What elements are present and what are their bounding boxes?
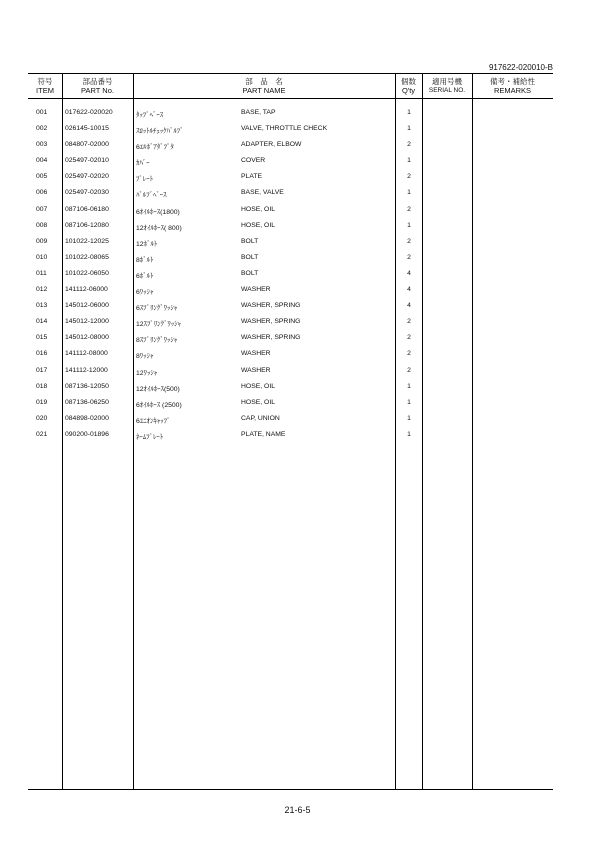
part-name-en: COVER: [241, 157, 266, 165]
item-number: 008: [36, 221, 48, 229]
part-name-jp: 12ｵｲﾙﾎｰｽ( 800): [136, 224, 182, 232]
quantity: 1: [407, 109, 411, 116]
part-name-en: HOSE, OIL: [241, 221, 275, 229]
part-name-en: HOSE, OIL: [241, 382, 275, 390]
part-name-en: PLATE: [241, 173, 263, 181]
item-number: 009: [36, 237, 48, 245]
part-name-jp: ﾌﾟﾚｰﾄ: [136, 176, 153, 184]
table-body: [28, 109, 553, 447]
item-number: 015: [36, 334, 48, 342]
part-number: 141112-08000: [65, 350, 108, 358]
item-number: 010: [36, 253, 48, 261]
item-number: 013: [36, 302, 48, 310]
part-name-jp: 6ｽﾌﾟﾘﾝｸﾞﾜｯｼｬ: [136, 305, 178, 313]
part-name-en: BOLT: [241, 237, 259, 245]
table-row: [28, 431, 553, 447]
quantity: 2: [407, 253, 411, 261]
table-row: [28, 302, 553, 318]
item-number: 003: [36, 141, 48, 149]
quantity: 1: [407, 414, 411, 422]
part-name-en: BOLT: [241, 269, 259, 277]
quantity: 1: [407, 189, 411, 197]
quantity: 2: [407, 205, 411, 213]
part-name-en: HOSE, OIL: [241, 398, 275, 406]
part-number: 141112-06000: [65, 286, 108, 294]
part-name-en: WASHER, SPRING: [241, 334, 301, 342]
part-name-jp: ﾊﾞﾙﾌﾞﾍﾞｰｽ: [136, 192, 167, 200]
item-number: 002: [36, 125, 48, 133]
part-name-jp: ﾀｯﾌﾟﾍﾞｰｽ: [136, 112, 164, 119]
table-row: [28, 254, 553, 270]
item-number: 017: [36, 366, 48, 374]
header-qty-en: Q'ty: [401, 86, 416, 95]
header-item: [28, 77, 62, 95]
part-name-jp: 8ﾎﾞﾙﾄ: [136, 256, 154, 264]
header-serial: [422, 77, 472, 95]
table-row: [28, 334, 553, 350]
part-number: 087106-06180: [65, 205, 109, 213]
header-part-no-en: PART No.: [81, 86, 114, 95]
part-number: 084898-02000: [65, 414, 109, 422]
part-number: 145012-12000: [65, 318, 109, 326]
quantity: 1: [407, 157, 411, 165]
quantity: 4: [407, 286, 411, 294]
header-serial-en: SERIAL NO.: [428, 87, 466, 94]
part-name-en: ADAPTER, ELBOW: [241, 141, 302, 149]
quantity: 2: [407, 141, 411, 149]
table-row: [28, 173, 553, 189]
part-name-en: VALVE, THROTTLE CHECK: [241, 125, 328, 133]
part-number: 101022-12025: [65, 237, 109, 245]
part-name-en: WASHER, SPRING: [241, 318, 301, 326]
table-row: [28, 399, 553, 415]
item-number: 011: [36, 269, 47, 277]
part-name-jp: 12ｵｲﾙﾎｰｽ(500): [136, 385, 180, 393]
item-number: 004: [36, 157, 48, 165]
header-part-name-jp: 部 品 名: [245, 77, 283, 86]
table-row: [28, 109, 553, 125]
table-row: [28, 270, 553, 286]
part-name-jp: 6ｵｲﾙﾎｰｽ(1800): [136, 208, 180, 216]
header-part-name: [133, 77, 395, 95]
part-name-jp: ﾈｰﾑﾌﾟﾚｰﾄ: [136, 433, 164, 441]
part-name-jp: 6ﾎﾞﾙﾄ: [136, 272, 154, 280]
item-number: 006: [36, 189, 48, 197]
header-item-en: ITEM: [36, 86, 54, 95]
quantity: 4: [407, 269, 411, 277]
part-name-jp: 6ﾕﾆｵﾝｷｬｯﾌﾟ: [136, 417, 171, 425]
item-number: 001: [36, 109, 48, 116]
part-number: 025497-02010: [65, 157, 109, 165]
part-number: 087106-12080: [65, 221, 109, 229]
header-serial-jp: 適用号機: [432, 77, 462, 86]
part-number: 087136-06250: [65, 398, 109, 406]
item-number: 005: [36, 173, 48, 181]
part-number: 090200-01896: [65, 430, 109, 438]
quantity: 1: [407, 430, 411, 438]
header-qty-jp: 個数: [401, 77, 416, 86]
part-number: 145012-08000: [65, 334, 109, 342]
part-name-en: BASE, TAP: [241, 109, 276, 116]
quantity: 1: [407, 398, 411, 406]
part-number: 025497-02020: [65, 173, 109, 181]
part-name-jp: 6ﾜｯｼｬ: [136, 289, 154, 297]
part-number: 026145-10015: [65, 125, 109, 133]
parts-table: [28, 73, 553, 790]
part-name-en: BOLT: [241, 253, 259, 261]
table-row: [28, 286, 553, 302]
part-name-jp: 8ｽﾌﾟﾘﾝｸﾞﾜｯｼｬ: [136, 337, 178, 345]
document-number: 917622-020010-B: [488, 63, 553, 72]
item-number: 012: [36, 286, 48, 294]
quantity: 2: [407, 334, 411, 342]
part-name-jp: 12ｽﾌﾟﾘﾝｸﾞﾜｯｼｬ: [136, 321, 181, 329]
header-remarks-en: REMARKS: [493, 86, 532, 95]
table-row: [28, 157, 553, 173]
quantity: 1: [407, 125, 411, 133]
part-name-jp: 6ｴﾙﾎﾞｱﾀﾞﾌﾟﾀ: [136, 144, 174, 152]
part-name-en: BASE, VALVE: [241, 189, 284, 197]
part-number: 101022-08065: [65, 253, 109, 261]
header-item-jp: 符号: [37, 77, 53, 86]
quantity: 2: [407, 173, 411, 181]
table-row: [28, 141, 553, 157]
quantity: 2: [407, 350, 411, 358]
part-name-en: WASHER, SPRING: [241, 302, 301, 310]
page-number: 21-6-5: [284, 805, 311, 815]
part-name-jp: 12ﾎﾞﾙﾄ: [136, 240, 158, 248]
table-row: [28, 415, 553, 431]
table-row: [28, 383, 553, 399]
item-number: 019: [36, 398, 48, 406]
quantity: 2: [407, 366, 411, 374]
part-name-jp: ｽﾛｯﾄﾙﾁｪｯｸﾊﾞﾙﾌﾞ: [136, 128, 184, 136]
header-divider: [28, 98, 553, 99]
part-number: 145012-06000: [65, 302, 109, 310]
part-number: 101022-06050: [65, 269, 109, 277]
item-number: 014: [36, 318, 48, 326]
header-qty: [395, 77, 422, 95]
quantity: 1: [407, 221, 411, 229]
part-number: 141112-12000: [65, 366, 108, 374]
item-number: 016: [36, 350, 48, 358]
part-name-en: WASHER: [241, 286, 271, 294]
part-number: 025497-02030: [65, 189, 109, 197]
table-row: [28, 367, 553, 383]
table-row: [28, 238, 553, 254]
table-row: [28, 189, 553, 205]
header-part-no-jp: 部品番号: [82, 77, 113, 86]
header-remarks: [472, 77, 553, 95]
table-row: [28, 222, 553, 238]
part-number: 017622-020020: [65, 109, 113, 116]
part-number: 087136-12050: [65, 382, 109, 390]
table-row: [28, 350, 553, 366]
part-name-jp: 6ｵｲﾙﾎｰｽ (2500): [136, 401, 182, 409]
quantity: 1: [407, 382, 411, 390]
quantity: 2: [407, 237, 411, 245]
table-row: [28, 206, 553, 222]
part-name-jp: ｶﾊﾞｰ: [136, 160, 150, 168]
part-name-jp: 8ﾜｯｼｬ: [136, 353, 154, 361]
part-name-en: CAP, UNION: [241, 414, 280, 422]
item-number: 020: [36, 414, 48, 422]
part-name-en: HOSE, OIL: [241, 205, 275, 213]
header-part-name-en: PART NAME: [242, 86, 286, 95]
part-number: 084807-02000: [65, 141, 109, 149]
part-name-en: WASHER: [241, 366, 271, 374]
quantity: 4: [407, 302, 411, 310]
header-remarks-jp: 備考・補給性: [490, 77, 535, 86]
quantity: 2: [407, 318, 411, 326]
table-row: [28, 125, 553, 141]
table-row: [28, 318, 553, 334]
item-number: 007: [36, 205, 48, 213]
part-name-en: WASHER: [241, 350, 271, 358]
item-number: 021: [36, 430, 48, 438]
part-name-en: PLATE, NAME: [241, 430, 286, 438]
part-name-jp: 12ﾜｯｼｬ: [136, 369, 158, 377]
item-number: 018: [36, 382, 48, 390]
header-part-no: [62, 77, 133, 95]
